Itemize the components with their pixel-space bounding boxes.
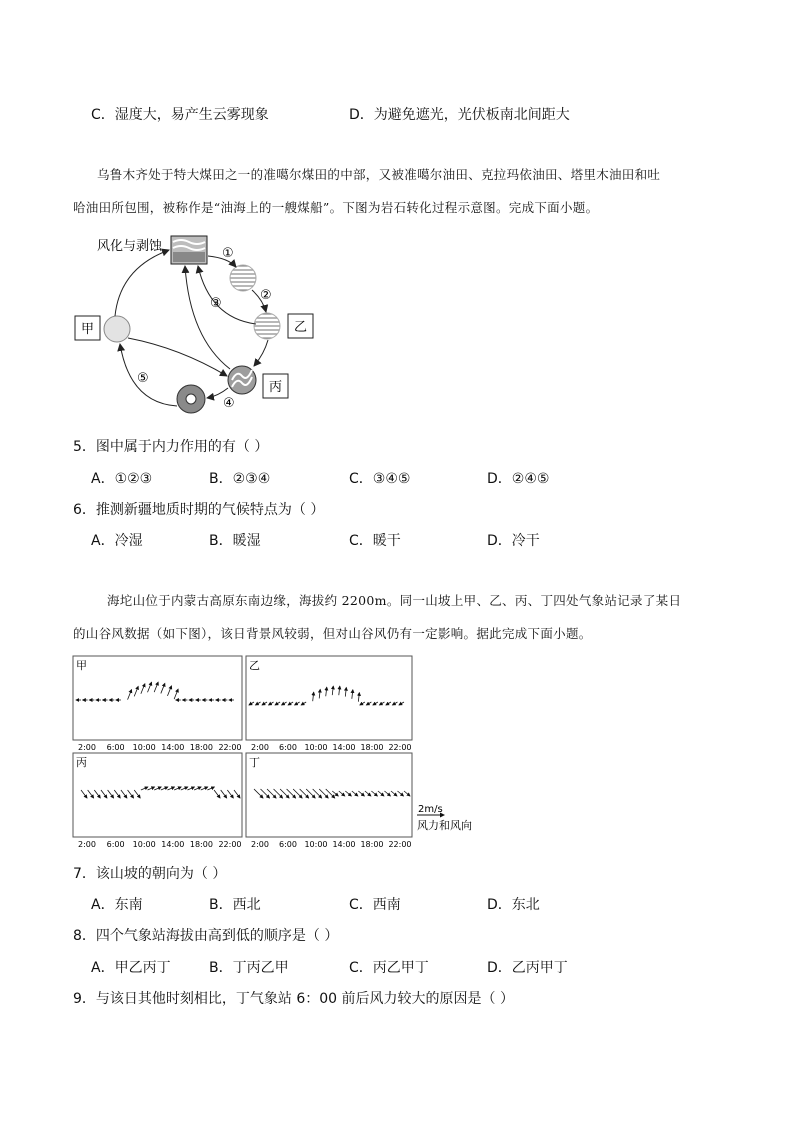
sediment-circle	[230, 265, 256, 291]
time-tick-label: 10:00	[304, 840, 328, 849]
panel-label-jia: 甲	[76, 659, 87, 672]
label-jia: 甲	[80, 322, 95, 337]
passage-2-line-1: 海坨山位于内蒙古高原东南边缘，海拔约 2200m。同一山坡上甲、乙、丙、丁四处气象站记录了某日	[107, 593, 682, 608]
time-tick-label: 6:00	[106, 840, 125, 849]
number-3: ③	[210, 296, 222, 311]
q6-option-c: C．暖干	[349, 533, 401, 549]
q6-option-b: B．暖湿	[209, 533, 261, 549]
q5-option-c: C．③④⑤	[349, 471, 411, 487]
sedimentary-rock-circle	[254, 313, 280, 339]
number-5: ⑤	[137, 371, 149, 386]
question-7-stem: 7．该山坡的朝向为（ ）	[73, 866, 227, 882]
q5-option-b: B．②③④	[209, 471, 271, 487]
time-tick-label: 22:00	[388, 743, 412, 752]
legend-label: 风力和风向	[417, 819, 472, 832]
q7-option-c: C．西南	[349, 897, 401, 913]
q8-option-b: B．丁丙乙甲	[209, 960, 289, 976]
q8-option-d: D．乙丙甲丁	[487, 960, 568, 976]
time-tick-label: 14:00	[332, 840, 356, 849]
weathering-block	[171, 236, 207, 264]
panel-ding	[246, 753, 412, 837]
panel-yi	[246, 656, 412, 740]
option-d-prev: D．为避免遮光，光伏板南北间距大	[349, 107, 570, 123]
panel-label-yi: 乙	[249, 659, 260, 672]
label-yi: 乙	[293, 320, 308, 335]
time-tick-label: 2:00	[251, 743, 269, 752]
rock-jia-circle	[104, 316, 130, 342]
wind-chart	[68, 652, 488, 850]
option-c-prev: C．湿度大，易产生云雾现象	[91, 107, 269, 123]
label-bing: 丙	[268, 380, 283, 395]
q6-option-a: A．冷湿	[91, 533, 143, 549]
rock-cycle-diagram	[70, 228, 330, 418]
time-tick-label: 22:00	[218, 743, 242, 752]
time-tick-label: 18:00	[360, 840, 384, 849]
time-tick-label: 10:00	[132, 840, 156, 849]
question-8-stem: 8．四个气象站海拔由高到低的顺序是（ ）	[73, 928, 339, 944]
q6-option-d: D．冷干	[487, 533, 540, 549]
q5-option-d: D．②④⑤	[487, 471, 550, 487]
time-tick-label: 6:00	[279, 743, 297, 752]
number-2: ②	[260, 288, 272, 303]
question-5-stem: 5．图中属于内力作用的有（ ）	[73, 439, 269, 455]
q7-option-a: A．东南	[91, 897, 143, 913]
time-tick-label: 2:00	[78, 743, 96, 752]
time-tick-label: 6:00	[106, 743, 125, 752]
panel-jia	[73, 656, 242, 740]
question-6-stem: 6．推测新疆地质时期的气候特点为（ ）	[73, 502, 325, 518]
time-tick-label: 2:00	[251, 840, 269, 849]
panel-label-bing: 丙	[76, 756, 87, 769]
number-4: ④	[223, 396, 235, 411]
q8-option-a: A．甲乙丙丁	[91, 960, 171, 976]
time-tick-label: 10:00	[132, 743, 156, 752]
time-tick-label: 14:00	[332, 743, 356, 752]
q5-option-a: A．①②③	[91, 471, 153, 487]
time-tick-label: 18:00	[189, 743, 213, 752]
number-1: ①	[222, 246, 234, 261]
weathering-label: 风化与剥蚀	[97, 239, 163, 254]
time-tick-label: 22:00	[218, 840, 242, 849]
question-9-stem: 9．与该日其他时刻相比，丁气象站 6：00 前后风力较大的原因是（ ）	[73, 991, 514, 1007]
time-tick-label: 14:00	[161, 743, 185, 752]
time-tick-label: 14:00	[161, 840, 185, 849]
passage-1-line-1: 乌鲁木齐处于特大煤田之一的准噶尔煤田的中部，又被准噶尔油田、克拉玛依油田、塔里木油田和吐	[97, 167, 661, 182]
q8-option-c: C．丙乙甲丁	[349, 960, 429, 976]
time-tick-label: 18:00	[189, 840, 213, 849]
q7-option-d: D．东北	[487, 897, 540, 913]
legend-scale: 2m/s	[418, 804, 443, 815]
panel-label-ding: 丁	[249, 756, 260, 769]
passage-1-line-2: 哈油田所包围，被称作是“油海上的一艘煤船”。下图为岩石转化过程示意图。完成下面小题。	[73, 200, 599, 215]
time-tick-label: 22:00	[388, 840, 412, 849]
time-tick-label: 10:00	[304, 743, 328, 752]
q7-option-b: B．西北	[209, 897, 261, 913]
time-tick-label: 2:00	[78, 840, 96, 849]
time-tick-label: 6:00	[279, 840, 297, 849]
time-tick-label: 18:00	[360, 743, 384, 752]
passage-2-line-2: 的山谷风数据（如下图），该日背景风较弱，但对山谷风仍有一定影响。据此完成下面小题。	[73, 626, 592, 641]
